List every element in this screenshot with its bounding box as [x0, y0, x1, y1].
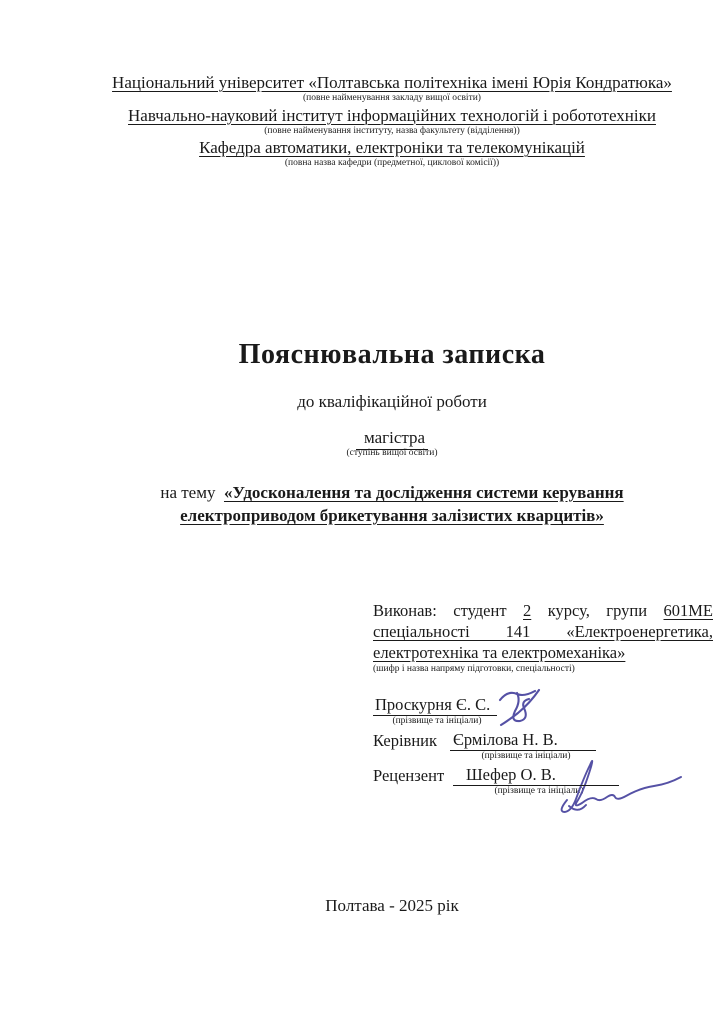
department-name: Кафедра автоматики, електроніки та телекомунікацій	[199, 138, 585, 157]
executor-prefix: Виконав: студент	[373, 601, 524, 620]
degree-note: (ступінь вищої освіти)	[346, 448, 438, 458]
topic-line-1	[85, 481, 699, 504]
reviewer-label: Рецензент	[373, 766, 445, 785]
author-block	[373, 600, 713, 797]
speciality-line-1: спеціальності 141 «Електроенергетика,	[373, 622, 713, 641]
supervisor-signature-row	[373, 729, 713, 751]
supervisor-name: Єрмілова Н. В.	[450, 729, 596, 751]
topic-text-2: електроприводом брикетування залізистих кварцитів»	[180, 506, 604, 525]
department-note: (повна назва кафедри (предметної, циклової комісії))	[284, 158, 500, 168]
executor-mid: курсу, групи	[531, 601, 664, 620]
executor-line	[373, 600, 713, 621]
signatures-area	[373, 694, 713, 797]
topic-block	[85, 481, 699, 527]
reviewer-name: Шефер О. В.	[453, 764, 619, 786]
degree-line	[85, 428, 699, 450]
group-code: 601МЕ	[663, 601, 713, 620]
institute-note: (повне найменування інституту, назва факультету (відділення))	[264, 125, 520, 136]
university-note: (повне найменування закладу вищої освіти)	[303, 93, 481, 103]
topic-text-1: «Удосконалення та дослідження системи керування	[223, 483, 624, 502]
institute-name: Навчально-науковий інститут інформаційних технологій і робототехніки	[128, 105, 656, 125]
degree-value: магістра	[356, 428, 428, 450]
header-block	[85, 72, 699, 170]
speciality-line-2: електротехніка та електромеханіка»	[373, 643, 626, 662]
supervisor-name-note: (прізвище та ініціали)	[481, 751, 571, 761]
speciality-note: (шифр і назва напряму підготовки, спеціальності)	[373, 664, 575, 674]
student-name-note: (прізвище та ініціали)	[392, 716, 482, 726]
student-signature-row	[373, 694, 713, 716]
course-number: 2	[523, 601, 532, 620]
student-name: Проскурня Є. С.	[373, 694, 497, 716]
reviewer-signature-row	[373, 764, 713, 786]
supervisor-label: Керівник	[373, 731, 438, 750]
student-signature-image	[493, 686, 547, 728]
city-year-line: Полтава - 2025 рік	[325, 896, 459, 915]
university-name: Національний університет «Полтавська політехніка імені Юрія Кондратюка»	[112, 73, 672, 92]
document-title: Пояснювальна записка	[238, 339, 546, 370]
topic-prefix: на тему	[160, 483, 220, 502]
document-subtitle: до кваліфікаційної роботи	[297, 392, 487, 411]
reviewer-name-note: (прізвище та ініціали)	[494, 786, 584, 796]
